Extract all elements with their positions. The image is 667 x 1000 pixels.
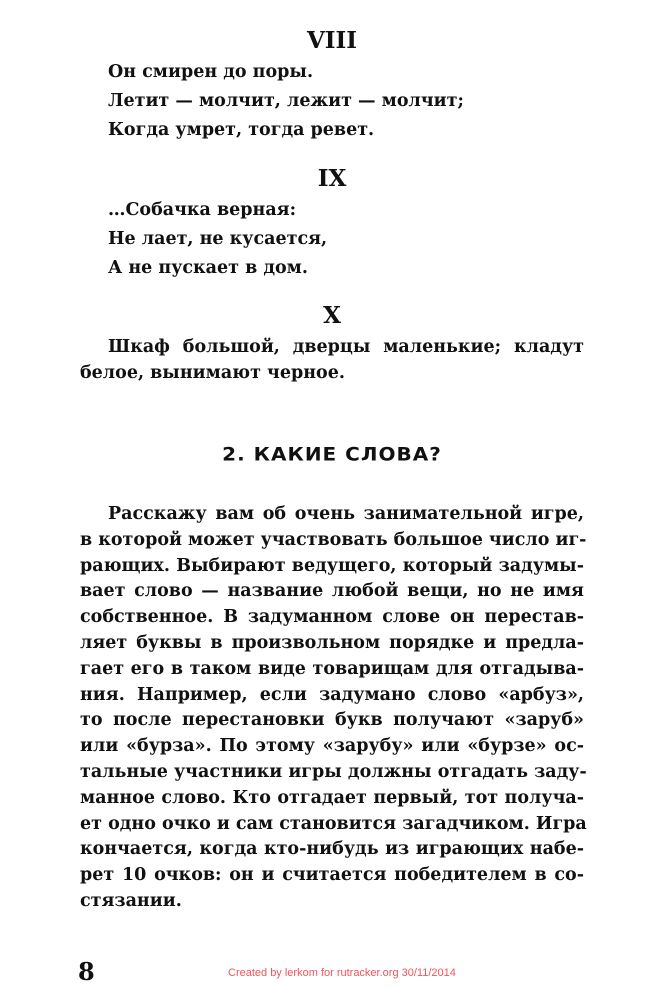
- page-number: 8: [78, 957, 95, 986]
- watermark: Created by lerkom for rutracker.org 30/11/2014: [228, 967, 456, 979]
- section-title: 2. КАКИЕ СЛОВА?: [222, 442, 442, 466]
- section-body: [80, 502, 587, 915]
- prose-line: Шкаф большой, дверцы маленькие; кладут: [108, 337, 584, 357]
- verse-line: Не лает, не кусается,: [108, 229, 328, 249]
- verse-line: Когда умрет, тогда ревет.: [108, 120, 375, 140]
- prose-line: рающих. Выбирают ведущего, который задумы-: [80, 555, 584, 576]
- riddle-number-ix: IX: [317, 165, 347, 192]
- prose-line: ляет буквы в произвольном порядке и предла-: [80, 632, 584, 653]
- verse-line: А не пускает в дом.: [108, 258, 308, 278]
- prose-line: кончается, когда кто-нибудь из играющих набе-: [80, 839, 584, 860]
- riddle-number-x: X: [323, 302, 341, 329]
- riddle-verse-viii: [108, 58, 464, 145]
- prose-line: манное слово. Кто отгадает первый, тот получа-: [80, 787, 584, 808]
- verse-line: Он смирен до поры.: [108, 62, 314, 82]
- riddle-verse-ix: [108, 196, 327, 283]
- prose-line: или «бурза». По этому «зарубу» или «бурзе» ос-: [80, 736, 584, 757]
- prose-line: тальные участники игры должны отгадать заду-: [80, 761, 587, 782]
- prose-line: вает слово — название любой вещи, но не имя: [80, 581, 584, 602]
- riddle-number-viii: VIII: [306, 27, 358, 54]
- riddle-text-x: [80, 335, 584, 387]
- verse-line: …Собачка верная:: [108, 200, 297, 220]
- prose-line: стязании.: [80, 890, 182, 911]
- prose-line: рет 10 очков: он и считается победителем в со-: [80, 865, 584, 886]
- verse-line: Летит — молчит, лежит — молчит;: [108, 91, 464, 111]
- prose-line: в которой может участвовать большое число иг-: [80, 529, 587, 550]
- prose-line: Расскажу вам об очень занимательной игре,: [108, 504, 584, 524]
- prose-line: собственное. В задуманном слове он перестав-: [80, 607, 584, 628]
- prose-line: белое, вынимают черное.: [80, 362, 345, 383]
- prose-line: ет одно очко и сам становится загадчиком. Игра: [80, 813, 587, 834]
- prose-line: гает его в таком виде товарищам для отгадыва-: [80, 658, 584, 679]
- prose-line: то после перестановки букв получают «заруб»: [80, 710, 584, 731]
- prose-line: ния. Например, если задумано слово «арбуз»,: [80, 684, 584, 705]
